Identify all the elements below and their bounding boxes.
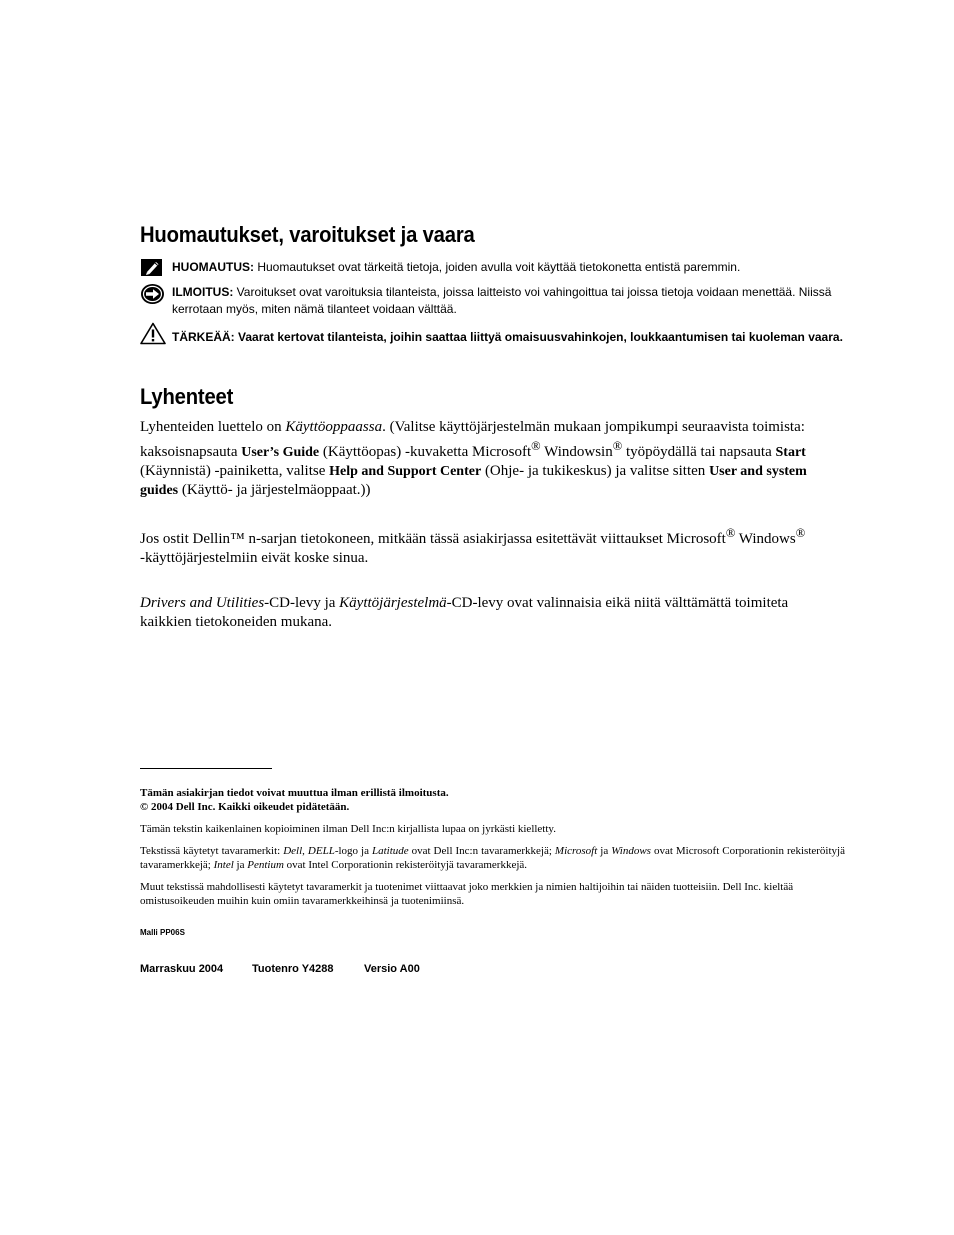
text-run: ja — [233, 859, 248, 871]
user-system-guides-label: User and system guides — [140, 464, 807, 498]
text-run: Tekstissä käytetyt tavaramerkit: — [140, 845, 284, 857]
text-run: (Käyttöopas) -kuvaketta Microsoft — [319, 444, 532, 460]
trademarks-paragraph — [140, 844, 845, 872]
warning-notice — [140, 283, 852, 319]
warning-triangle-icon — [140, 322, 166, 350]
part-number: Tuotenro Y4288 — [252, 963, 334, 975]
drivers-cd-title: Drivers and Utilities — [140, 595, 265, 611]
copyright-line: © 2004 Dell Inc. Kaikki oikeudet pidätetään. — [140, 801, 350, 813]
section-title-abbreviations: Lyhenteet — [140, 384, 234, 409]
text-run: Lyhenteiden luettelo on — [140, 419, 286, 435]
notice-label: ILMOITUS: — [172, 285, 234, 299]
text-run: (Käyttö- ja järjestelmäoppaat.)) — [178, 482, 371, 498]
registered-mark: ® — [795, 526, 806, 540]
text-run: ovat Dell Inc:n tavaramerkkejä; — [408, 845, 555, 857]
text-run: ovat Intel Corporationin rekisteröityjä tavaramerkkejä. — [283, 859, 528, 871]
text-run: -logo ja — [334, 845, 372, 857]
users-guide-title: Käyttöoppaassa — [285, 419, 383, 435]
trademark-name: DELL — [307, 845, 335, 857]
text-run: (Ohje- ja tukikeskus) ja valitse sitten — [481, 463, 710, 479]
text-run: Windows — [735, 531, 796, 547]
footnote-rule — [140, 768, 272, 769]
cd-paragraph — [140, 594, 840, 632]
trademark-name: Dell — [283, 845, 303, 857]
notice-text: Varoitukset ovat varoituksia tilanteista, joissa laitteisto voi vahingoittua tai joissa tietoja voidaan menettää. Niissä kerrotaan myös, miten nämä tilanteet voidaan välttää. — [172, 285, 832, 316]
users-guide-label: User’s Guide — [241, 445, 320, 460]
copy-restriction: Tämän tekstin kaikenlainen kopioiminen ilman Dell Inc:n kirjallista lupaa on jyrkästi kielletty. — [140, 823, 556, 835]
text-run: . (Valitse käyttöjärjestelmän mukaan jompikumpi seuraavista toimista: kaksoisnapsauta — [140, 419, 805, 460]
trademark-name: Windows — [611, 845, 651, 857]
trademark-name: Latitude — [371, 845, 409, 857]
legal-header — [140, 786, 845, 814]
trademark-name: Intel — [213, 859, 234, 871]
os-cd-title: Käyttöjärjestelmä — [339, 595, 447, 611]
trademark-name: Pentium — [247, 859, 284, 871]
publication-info — [140, 963, 440, 977]
model-number: Malli PP06S — [140, 928, 185, 937]
note-label: HUOMAUTUS: — [172, 260, 254, 274]
registered-mark: ® — [531, 439, 541, 453]
text-run: -käyttöjärjestelmiin eivät koske sinua. — [140, 550, 369, 566]
start-label: Start — [775, 445, 806, 460]
text-run: Jos ostit Dellin™ n-sarjan tietokoneen, mitkään tässä asiakirjassa esitettävät viittaukset Microsoft — [140, 531, 726, 547]
caution-label: TÄRKEÄÄ: — [172, 330, 235, 344]
arrow-circle-icon — [140, 283, 165, 310]
text-run: työpöydällä tai napsauta — [622, 444, 776, 460]
version: Versio A00 — [364, 963, 420, 975]
text-run: ovat Microsoft Corporationin rekisteröityjä tavaramerkkejä; — [140, 845, 845, 871]
note-notice — [140, 258, 852, 278]
section-title-notes: Huomautukset, varoitukset ja vaara — [140, 222, 475, 247]
text-run: ja — [597, 845, 612, 857]
trademark-name: Microsoft — [554, 845, 598, 857]
text-run: -CD-levy ovat valinnaisia eikä niitä välttämättä toimiteta kaikkien tietokoneiden mukana. — [140, 595, 789, 630]
text-run: -CD-levy ja — [264, 595, 340, 611]
change-notice: Tämän asiakirjan tiedot voivat muuttua ilman erillistä ilmoitusta. — [140, 787, 449, 799]
abbreviations-paragraph — [140, 418, 840, 500]
pencil-note-icon — [140, 258, 163, 282]
text-run: Windowsin — [540, 444, 613, 460]
other-trademarks: Muut tekstissä mahdollisesti käytetyt tavaramerkit ja tuotenimet viittaavat joko merkkien ja nimien haltijoihin tai näiden tuotteisiin. Dell Inc. kieltää omistusoikeuden muihin kuin omiin tavaramerkkeihinsä ja tuotenimiinsä. — [140, 881, 794, 907]
caution-notice — [140, 322, 852, 362]
text-run: , — [302, 845, 308, 857]
publication-date: Marraskuu 2004 — [140, 963, 224, 975]
n-series-paragraph — [140, 524, 840, 568]
help-support-label: Help and Support Center — [329, 464, 482, 479]
registered-mark: ® — [612, 439, 623, 453]
caution-text: Vaarat kertovat tilanteista, joihin saattaa liittyä omaisuusvahinkojen, loukkaantumisen tai kuoleman vaara. — [238, 330, 843, 344]
registered-mark: ® — [725, 526, 736, 540]
note-text: Huomautukset ovat tärkeitä tietoja, joiden avulla voit käyttää tietokonetta entistä paremmin. — [257, 260, 741, 274]
text-run: (Käynnistä) -painiketta, valitse — [140, 463, 330, 479]
